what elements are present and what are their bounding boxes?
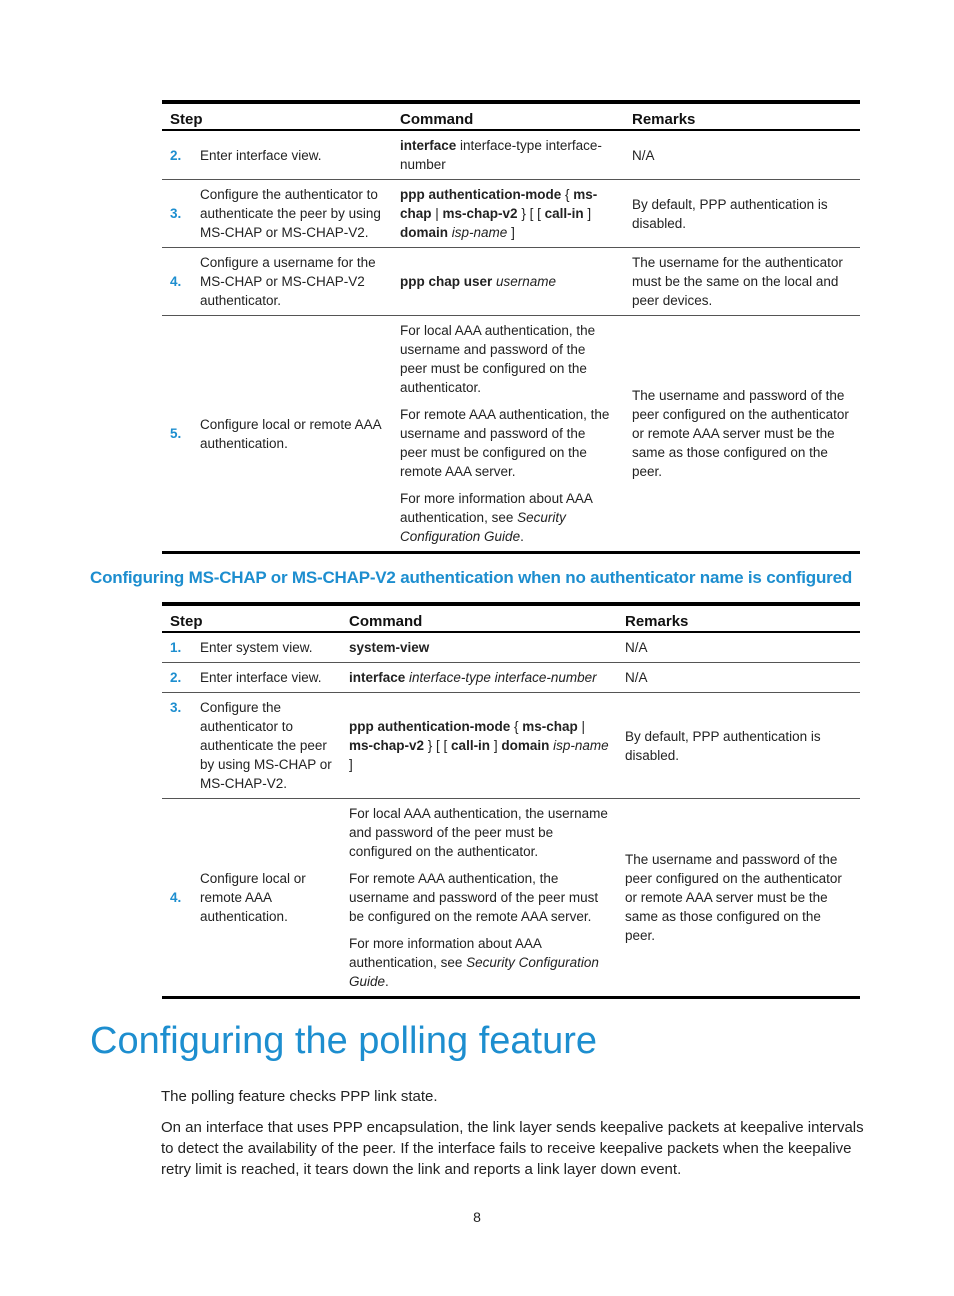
header-remarks: Remarks [617,604,860,632]
table-row [162,632,860,663]
header-step: Step [162,604,341,632]
command-cell [392,248,624,316]
step-number: 5. [162,316,192,553]
command-keyword: interface [400,138,457,153]
command-argument: username [496,274,557,289]
command-text: { [561,187,574,202]
remarks-cell: The username and password of the peer configured on the authenticator or remote AAA server must be the same as those configured on the peer. [617,799,860,998]
command-text: } [ [ [424,738,452,753]
step-number: 3. [162,693,192,799]
body-paragraph: The polling feature checks PPP link state. [161,1088,438,1105]
command-note: For remote AAA authentication, the username and password of the peer must be configured on the remote AAA server. [349,871,599,924]
command-note: For more information about AAA authentication, see Security Configuration Guide. [400,491,593,544]
remarks-cell: N/A [624,130,860,180]
command-keyword: ppp authentication-mode [400,187,562,202]
remarks-cell: The username and password of the peer configured on the authenticator or remote AAA server must be the same as those configured on the peer. [624,316,860,553]
page-title: Configuring the polling feature [90,1020,598,1062]
command-text: | [431,206,443,221]
section-heading: Configuring MS-CHAP or MS-CHAP-V2 authentication when no authenticator name is configured [90,568,853,587]
guide-reference: Security Configuration Guide [400,510,566,544]
table-row [162,180,860,248]
page-number: 8 [473,1209,481,1225]
command-argument: interface-type interface-number [400,138,602,172]
command-cell [341,693,617,799]
command-argument: interface-type interface-number [409,670,597,685]
table-row [162,130,860,180]
table-row [162,316,860,553]
command-cell [392,130,624,180]
command-text: ] [507,225,515,240]
command-keyword: ms-chap [522,719,578,734]
header-remarks: Remarks [624,102,860,130]
command-note: For remote AAA authentication, the username and password of the peer must be configured on the remote AAA server. [400,407,610,479]
command-note: For local AAA authentication, the username and password of the peer must be configured on the authenticator. [400,323,596,395]
step-number: 4. [162,799,192,998]
step-description: Configure the authenticator to authenticate the peer by using MS-CHAP or MS-CHAP-V2. [192,693,341,799]
command-cell [392,316,624,553]
command-text: { [510,719,523,734]
step-number: 3. [162,180,192,248]
command-keyword: system-view [349,640,430,655]
command-argument: isp-name [553,738,609,753]
remarks-cell: By default, PPP authentication is disabled. [624,180,860,248]
step-description: Configure local or remote AAA authentication. [192,316,392,553]
command-note-text: For more information about AAA authentication, see [349,936,542,970]
command-text: } [ [ [517,206,545,221]
remarks-cell: The username for the authenticator must be the same on the local and peer devices. [624,248,860,316]
table-header-row [162,604,860,632]
step-number: 4. [162,248,192,316]
step-number: 2. [162,130,192,180]
step-description: Configure local or remote AAA authentication. [192,799,341,998]
command-keyword: call-in [544,206,584,221]
command-cell [341,632,617,663]
command-keyword: ms-chap-v2 [442,206,518,221]
command-note: For more information about AAA authentication, see Security Configuration Guide. [349,936,599,989]
command-keyword: interface [349,670,406,685]
remarks-cell: N/A [617,632,860,663]
table-header-row [162,102,860,130]
header-step: Step [162,102,392,130]
guide-reference: Security Configuration Guide [349,955,599,989]
table-row [162,663,860,693]
command-text: ] [490,738,502,753]
command-keyword: ppp authentication-mode [349,719,511,734]
step-description: Enter interface view. [192,130,392,180]
command-keyword: domain [400,225,449,240]
step-number: 2. [162,663,192,693]
body-paragraph: On an interface that uses PPP encapsulation, the link layer sends keepalive packets at keepalive intervals to detect the availability of the peer. If the interface fails to receive keepalive packets when the keepalive retry limit is reached, it tears down the link and reports a link layer down event. [161,1119,864,1178]
command-cell [392,180,624,248]
steps-table-2 [162,602,860,999]
table-row [162,248,860,316]
command-keyword: ms-chap-v2 [349,738,425,753]
remarks-cell: By default, PPP authentication is disabled. [617,693,860,799]
command-text: | [577,719,586,734]
step-description: Enter system view. [192,632,341,663]
header-command: Command [392,102,624,130]
step-description: Configure a username for the MS-CHAP or MS-CHAP-V2 authenticator. [192,248,392,316]
command-keyword: domain [501,738,550,753]
command-keyword: call-in [451,738,491,753]
command-note-text: For more information about AAA authentication, see [400,491,593,525]
steps-table-1 [162,100,860,554]
command-argument: isp-name [451,225,508,240]
table-row [162,799,860,998]
step-description: Configure the authenticator to authenticate the peer by using MS-CHAP or MS-CHAP-V2. [192,180,392,248]
header-command: Command [341,604,617,632]
command-keyword: ppp chap user [400,274,493,289]
table-row [162,693,860,799]
remarks-cell: N/A [617,663,860,693]
command-keyword: ms-chap [400,187,598,221]
command-text: ] [349,757,353,772]
command-text: ] [583,206,592,221]
command-cell [341,663,617,693]
command-note: For local AAA authentication, the username and password of the peer must be configured on the authenticator. [349,806,608,859]
command-cell [341,799,617,998]
step-description: Enter interface view. [192,663,341,693]
step-number: 1. [162,632,192,663]
